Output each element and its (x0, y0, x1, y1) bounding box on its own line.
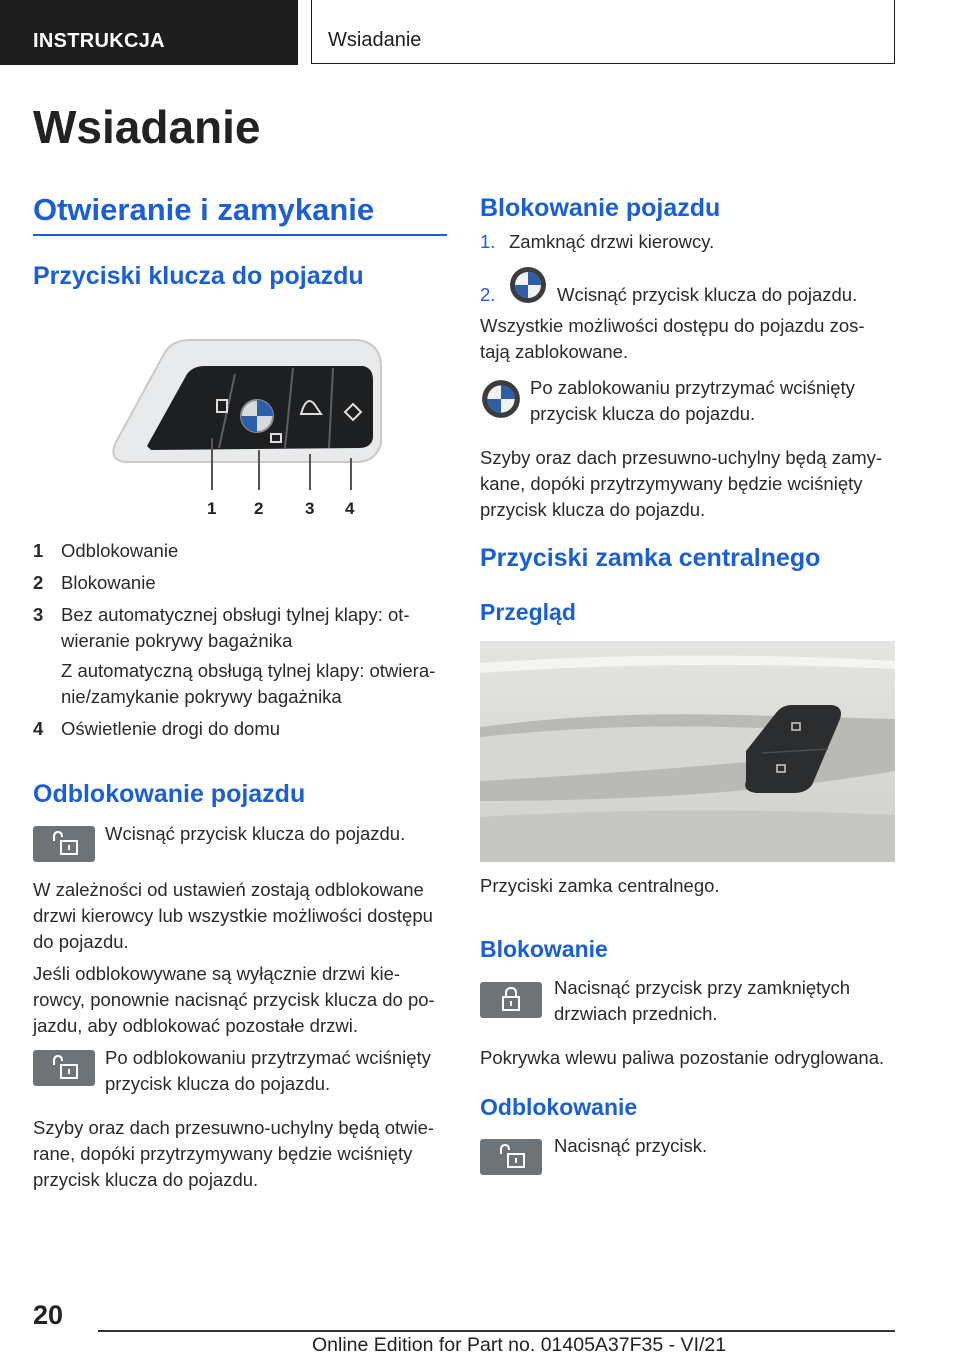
figure-label-4: 4 (345, 499, 355, 518)
paragraph-windows-open: Szyby oraz dach przesuwno-uchylny będą otwie- rane, dopóki przytrzymywany będzie wciśnięty przycisk klucza do pojazdu. (33, 1117, 435, 1190)
paragraph-unlock-settings: W zależności od ustawień zostają odblokowane drzwi kierowcy lub wszystkie możliwości dostępu do pojazdu. (33, 879, 433, 952)
heading-overview: Przegląd (480, 599, 576, 625)
figure-label-3: 3 (305, 499, 315, 518)
page-header (0, 0, 960, 66)
heading-rule (33, 234, 447, 236)
lock-instruction: Nacisnąć przycisk przy zamkniętych drzwiach przednich. (554, 977, 851, 1024)
figure-label-2: 2 (254, 499, 264, 518)
heading-unlock: Odblokowanie (480, 1094, 638, 1120)
key-fob-figure (95, 334, 395, 520)
heading-unlock-vehicle: Odblokowanie pojazdu (33, 780, 306, 808)
unlock-central-instruction: Nacisnąć przycisk. (554, 1135, 708, 1156)
heading-lock-vehicle: Blokowanie pojazdu (480, 194, 721, 222)
heading-lock: Blokowanie (480, 936, 608, 962)
unlock-hold-icon (33, 1050, 95, 1086)
figure-label-1: 1 (207, 499, 217, 518)
unlock-icon (33, 826, 95, 862)
unlock-instruction: Wcisnąć przycisk klucza do pojazdu. (105, 823, 406, 844)
header-chapter: Wsiadanie (311, 0, 895, 64)
central-lock-button-icon (480, 982, 542, 1018)
bmw-key-button-icon (508, 265, 548, 305)
heading-central-lock: Przyciski zamka centralnego (480, 544, 821, 572)
step-2: Wcisnąć przycisk klucza do pojazdu. (557, 284, 858, 305)
paragraph-windows-close: Szyby oraz dach przesuwno-uchylny będą zamy- kane, dopóki przytrzymywany będzie wciśnięty przycisk klucza do pojazdu. (480, 447, 883, 520)
section-heading-open-close: Otwieranie i zamykanie (33, 192, 375, 227)
photo-caption: Przyciski zamka centralnego. (480, 875, 720, 896)
bmw-key-hold-icon (480, 378, 522, 420)
central-unlock-button-icon (480, 1139, 542, 1175)
lock-hold-instruction: Po zablokowaniu przytrzymać wciśnięty przycisk klucza do pojazdu. (530, 377, 855, 424)
central-lock-photo (480, 641, 895, 862)
header-section: INSTRUKCJA (0, 0, 298, 65)
heading-key-buttons: Przyciski klucza do pojazdu (33, 262, 364, 290)
step-1: Zamknąć drzwi kierowcy. (509, 231, 715, 252)
unlock-hold-instruction: Po odblokowaniu przytrzymać wciśnięty przycisk klucza do pojazdu. (105, 1047, 431, 1094)
paragraph-all-locked: Wszystkie możliwości dostępu do pojazdu zos- tają zablokowane. (480, 315, 865, 362)
paragraph-driver-door: Jeśli odblokowywane są wyłącznie drzwi kie- rowcy, ponownie nacisnąć przycisk klucza do po- jazdu, aby odblokować pozostałe drzwi. (33, 963, 435, 1036)
footer-edition: Online Edition for Part no. 01405A37F35 - VI/21 (312, 1334, 727, 1356)
page-number: 20 (33, 1300, 64, 1330)
footer-rule (98, 1330, 895, 1332)
paragraph-fuel-flap: Pokrywka wlewu paliwa pozostanie odryglowana. (480, 1047, 885, 1068)
page-title: Wsiadanie (33, 101, 261, 153)
